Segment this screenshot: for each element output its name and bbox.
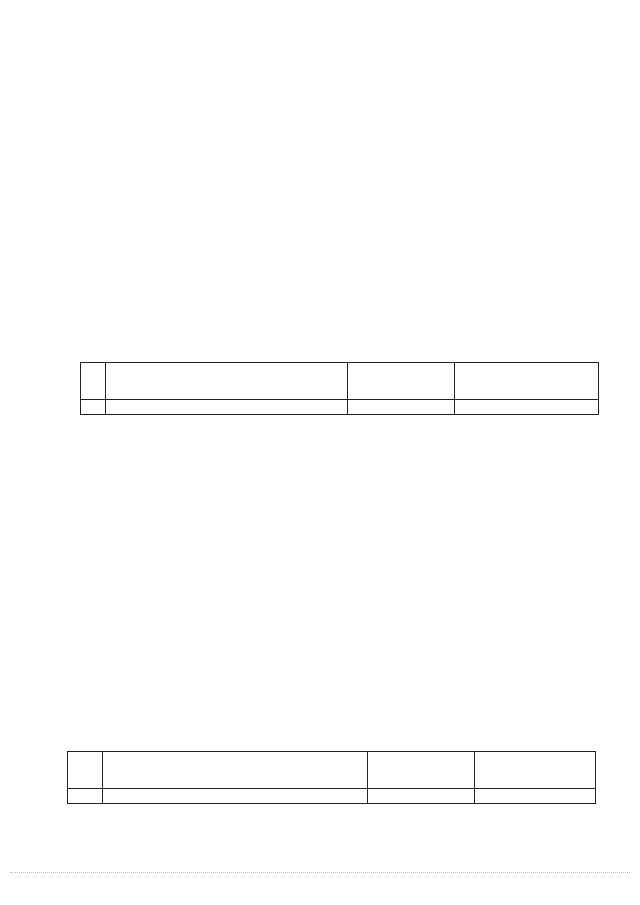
table-header-row: [68, 752, 596, 789]
header-schedule: [368, 752, 475, 789]
header-num: [68, 752, 103, 789]
table-section3: [80, 362, 599, 415]
col-number: [106, 400, 348, 415]
column-numbers-row: [68, 789, 596, 804]
header-finance: [455, 363, 599, 400]
header-num: [81, 363, 106, 400]
col-number: [68, 789, 103, 804]
header-schedule: [348, 363, 455, 400]
column-numbers-row: [81, 400, 599, 415]
table-header-row: [81, 363, 599, 400]
col-number: [368, 789, 475, 804]
col-number: [475, 789, 596, 804]
table-section4: [67, 751, 596, 804]
col-number: [455, 400, 599, 415]
scan-edge-line: [10, 872, 630, 873]
col-number: [348, 400, 455, 415]
header-name: [106, 363, 348, 400]
col-number: [103, 789, 368, 804]
header-finance: [475, 752, 596, 789]
header-name: [103, 752, 368, 789]
col-number: [81, 400, 106, 415]
